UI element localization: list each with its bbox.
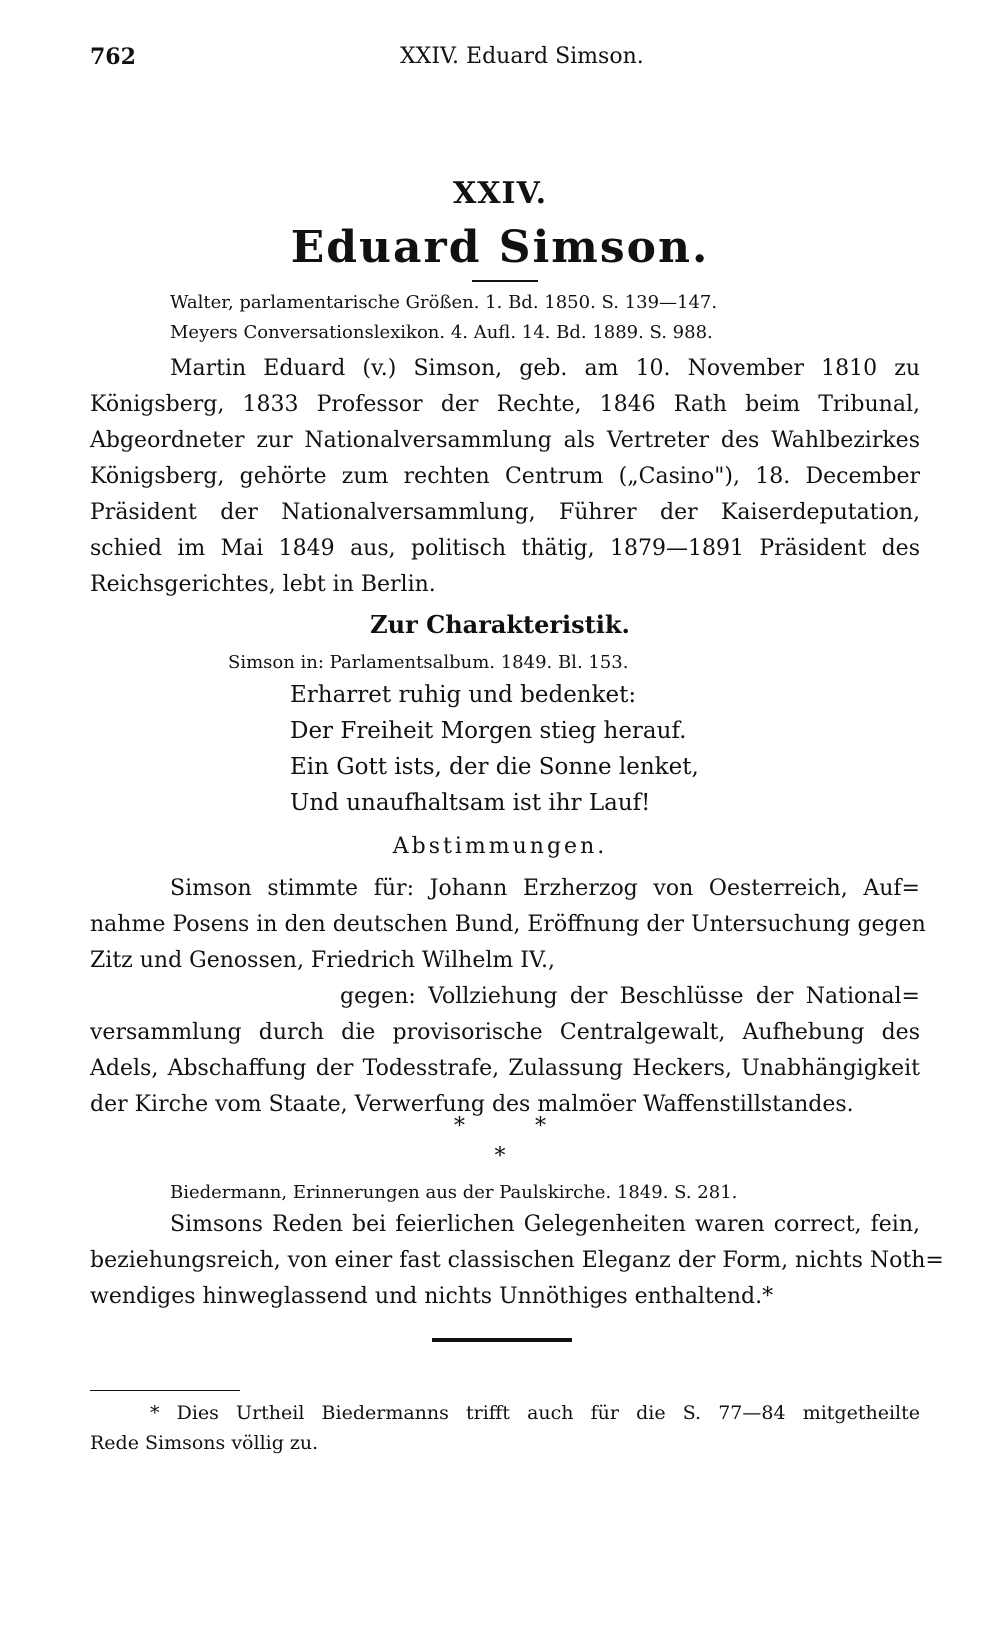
biedermann-line: beziehungsreich, von einer fast classischen Eleganz der Form, nichts Noth=: [90, 1248, 944, 1273]
album-source: Simson in: Parlamentsalbum. 1849. Bl. 153.: [228, 652, 629, 673]
section-heading-characteristic: Zur Charakteristik.: [370, 610, 630, 639]
chapter-numeral: XXIV.: [452, 176, 548, 211]
biedermann-line: Simsons Reden bei feierlichen Gelegenheiten waren correct, fein,: [170, 1212, 920, 1237]
votes-line: der Kirche vom Staate, Verwerfung des malmöer Waffenstillstandes.: [90, 1092, 854, 1117]
bio-line: schied im Mai 1849 aus, politisch thätig, 1879—1891 Präsident des: [90, 536, 920, 561]
footnote-line: * Dies Urtheil Biedermanns trifft auch für die S. 77—84 mitgetheilte: [150, 1402, 920, 1424]
footnote-rule: [90, 1390, 240, 1391]
source-meyers: Meyers Conversationslexikon. 4. Aufl. 14. Bd. 1889. S. 988.: [170, 322, 713, 343]
votes-line: Simson stimmte für: Johann Erzherzog von Oesterreich, Auf=: [170, 876, 920, 901]
votes-line: gegen: Vollziehung der Beschlüsse der National=: [340, 984, 920, 1009]
bio-line: Präsident der Nationalversammlung, Führer der Kaiserdeputation,: [90, 500, 920, 525]
biedermann-line: wendiges hinweglassend und nichts Unnöthiges enthaltend.*: [90, 1284, 774, 1309]
footnote-line: Rede Simsons völlig zu.: [90, 1432, 319, 1454]
section-heading-votes: Abstimmungen.: [392, 834, 608, 859]
biedermann-source: Biedermann, Erinnerungen aus der Paulskirche. 1849. S. 281.: [170, 1182, 738, 1203]
votes-line: versammlung durch die provisorische Centralgewalt, Aufhebung des: [90, 1020, 920, 1045]
page-number: 762: [90, 44, 136, 70]
separator-star-bottom: *: [494, 1144, 506, 1169]
separator-stars-top: * *: [454, 1114, 546, 1139]
source-walter: Walter, parlamentarische Größen. 1. Bd. 1850. S. 139—147.: [170, 292, 718, 313]
poem-line: Und unaufhaltsam ist ihr Lauf!: [290, 790, 651, 816]
section-end-rule: [432, 1338, 572, 1342]
votes-line: Adels, Abschaffung der Todesstrafe, Zulassung Heckers, Unabhängigkeit: [90, 1056, 920, 1081]
bio-line: Reichsgerichtes, lebt in Berlin.: [90, 572, 436, 597]
poem-line: Ein Gott ists, der die Sonne lenket,: [290, 754, 699, 780]
poem-line: Der Freiheit Morgen stieg herauf.: [290, 718, 687, 744]
title-rule: [472, 280, 538, 282]
votes-line: nahme Posens in den deutschen Bund, Eröffnung der Untersuchung gegen: [90, 912, 926, 937]
bio-line: Königsberg, gehörte zum rechten Centrum („Casino"), 18. December: [90, 464, 920, 489]
running-title: XXIV. Eduard Simson.: [400, 44, 644, 69]
bio-line: Martin Eduard (v.) Simson, geb. am 10. November 1810 zu: [170, 356, 920, 381]
votes-line: Zitz und Genossen, Friedrich Wilhelm IV.,: [90, 948, 555, 973]
bio-line: Abgeordneter zur Nationalversammlung als Vertreter des Wahlbezirkes: [90, 428, 920, 453]
poem-line: Erharret ruhig und bedenket:: [290, 682, 637, 708]
chapter-name: Eduard Simson.: [290, 222, 710, 273]
bio-line: Königsberg, 1833 Professor der Rechte, 1846 Rath beim Tribunal,: [90, 392, 920, 417]
